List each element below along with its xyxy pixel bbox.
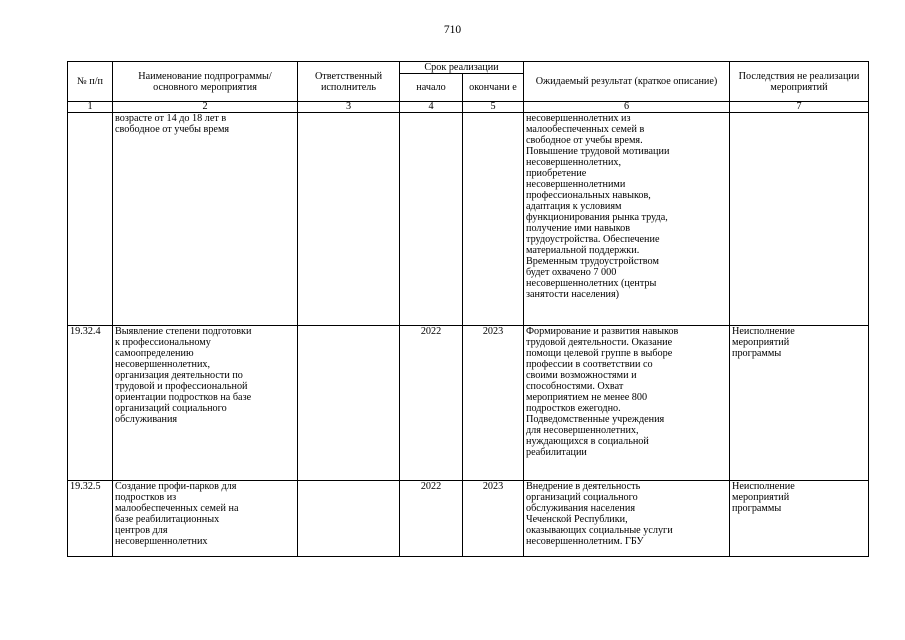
row-result: Внедрение в деятельность организаций социального обслуживания населения Чеченской Республики, оказывающих социальные услуги несовершеннолетним. ГБУ xyxy=(524,481,730,557)
row-number xyxy=(68,113,113,326)
row-consequence xyxy=(730,113,869,326)
row-consequence: Неисполнение мероприятий программы xyxy=(730,326,869,481)
column-number: 3 xyxy=(298,102,400,113)
row-name: Создание профи-парков для подростков из малообеспеченных семей на базе реабилитационных центров для несовершеннолетних xyxy=(113,481,298,557)
row-number: 19.32.4 xyxy=(68,326,113,481)
column-number: 7 xyxy=(730,102,869,113)
table-row xyxy=(68,326,869,481)
header-name: Наименование подпрограммы/ основного мероприятия xyxy=(113,62,298,102)
row-executor xyxy=(298,113,400,326)
row-start: 2022 xyxy=(400,481,463,557)
header-end: окончани е xyxy=(463,74,524,102)
column-number: 5 xyxy=(463,102,524,113)
row-executor xyxy=(298,481,400,557)
row-consequence: Неисполнение мероприятий программы xyxy=(730,481,869,557)
row-name: Выявление степени подготовки к профессиональному самоопределению несовершеннолетних, организация деятельности по трудовой и профессиональной ориентации подростков на базе организаций социального обслуживания xyxy=(113,326,298,481)
row-executor xyxy=(298,326,400,481)
page-number: 710 xyxy=(443,24,462,36)
header-executor: Ответственный исполнитель xyxy=(298,62,400,102)
header-consequence: Последствия не реализации мероприятий xyxy=(730,62,869,102)
row-end: 2023 xyxy=(463,326,524,481)
table-row xyxy=(68,113,869,326)
column-number: 4 xyxy=(400,102,463,113)
column-number: 1 xyxy=(68,102,113,113)
row-result: Формирование и развития навыков трудовой деятельности. Оказание помощи целевой группе в выборе профессии в соответствии со своими возможностями и способностями. Охват мероприятием не менее 800 подростков ежегодно. Подведомственные учреждения для несовершеннолетних, нуждающихся в социальной реабилитации xyxy=(524,326,730,481)
column-number: 6 xyxy=(524,102,730,113)
program-table xyxy=(67,61,869,557)
row-end: 2023 xyxy=(463,481,524,557)
row-number: 19.32.5 xyxy=(68,481,113,557)
row-result: несовершеннолетних из малообеспеченных семей в свободное от учебы время. Повышение трудовой мотивации несовершеннолетних, приобретение несовершеннолетними профессиональных навыков, адаптация к условиям функционирования рынка труда, получение ими навыков трудоустройства. Обеспечение материальной поддержки. Временным трудоустройством будет охвачено 7 000 несовершеннолетних (центры занятости населения) xyxy=(524,113,730,326)
row-name: возрасте от 14 до 18 лет в свободное от учебы время xyxy=(113,113,298,326)
row-start xyxy=(400,113,463,326)
header-no: № п/п xyxy=(68,62,113,102)
header-term: Срок реализации xyxy=(400,62,524,74)
row-end xyxy=(463,113,524,326)
header-start: начало xyxy=(400,74,463,102)
table-row xyxy=(68,481,869,557)
column-number: 2 xyxy=(113,102,298,113)
row-start: 2022 xyxy=(400,326,463,481)
header-result: Ожидаемый результат (краткое описание) xyxy=(524,62,730,102)
